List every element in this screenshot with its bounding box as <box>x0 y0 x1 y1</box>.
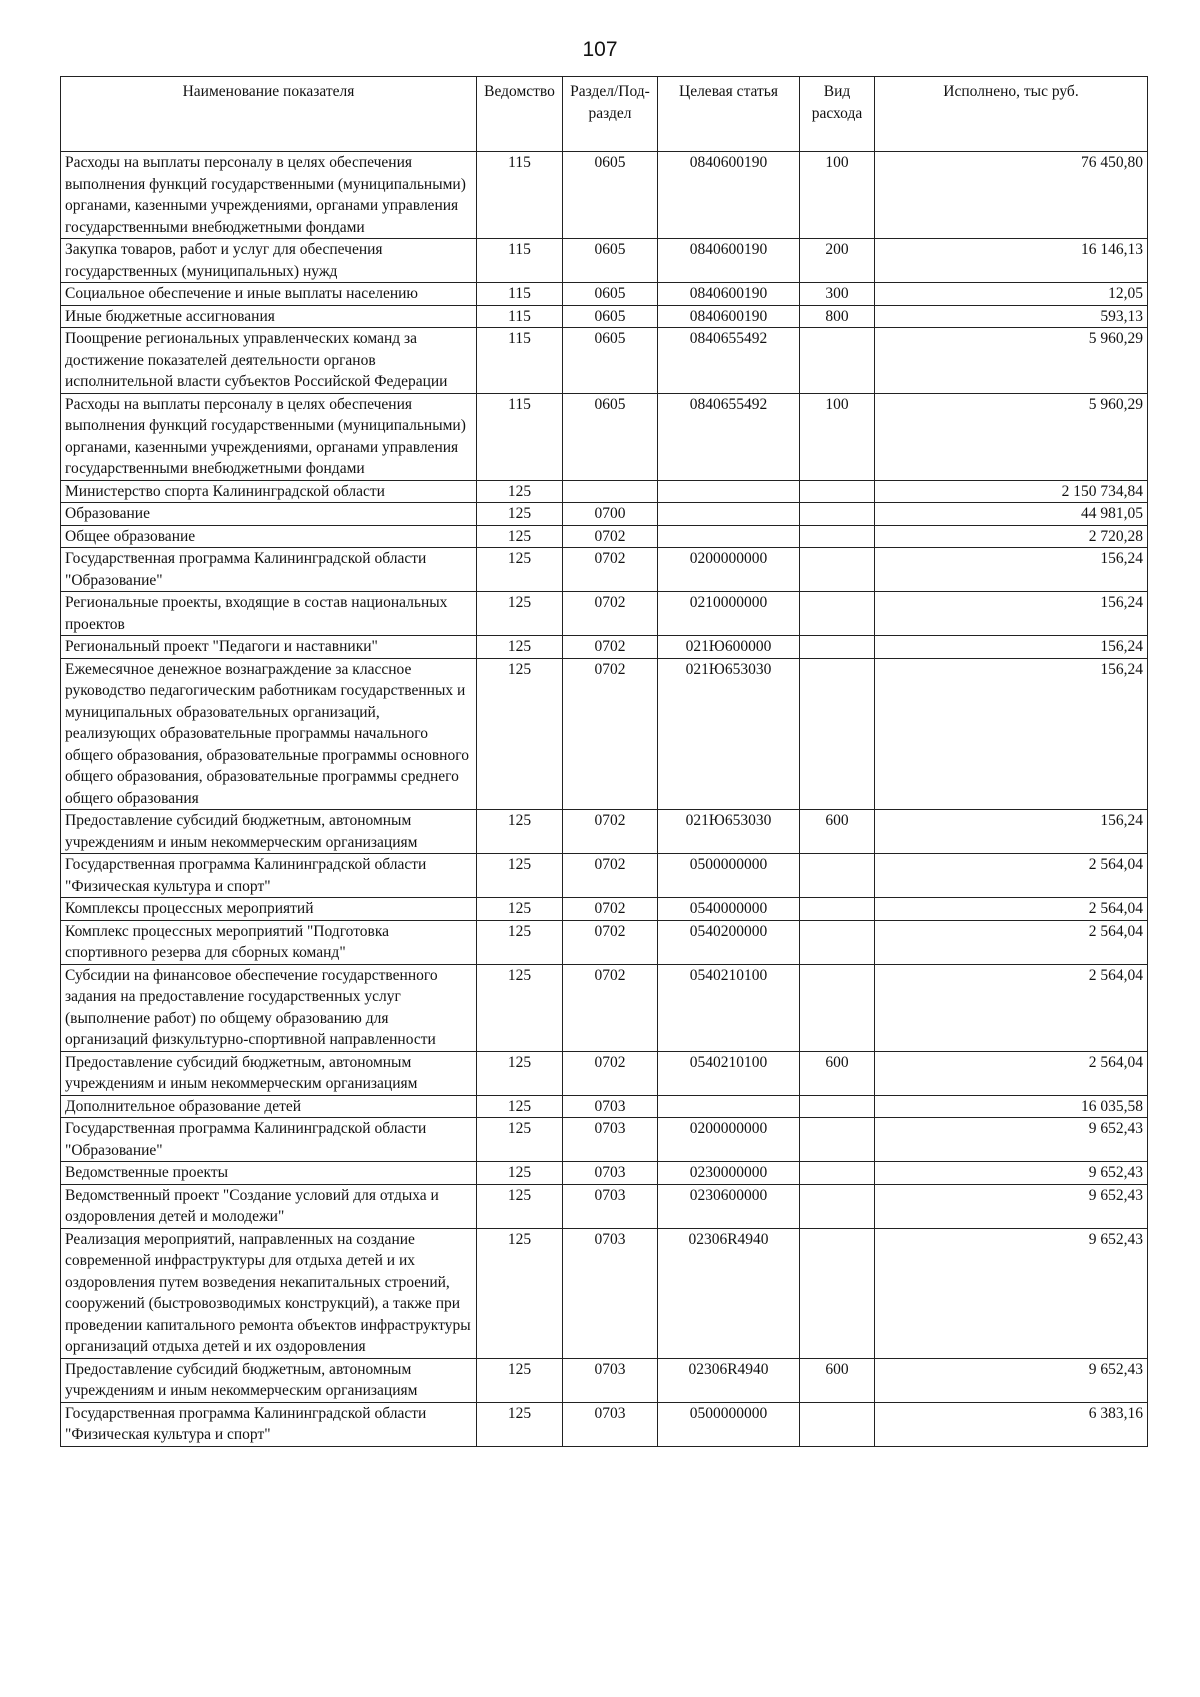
cell-department: 125 <box>477 525 563 548</box>
cell-expense-type: 100 <box>800 152 875 239</box>
cell-expense-type: 600 <box>800 1051 875 1095</box>
cell-name: Закупка товаров, работ и услуг для обеспечения государственных (муниципальных) нужд <box>61 239 477 283</box>
cell-expense-type: 300 <box>800 283 875 306</box>
cell-executed-amount: 44 981,05 <box>875 503 1148 526</box>
table-row <box>61 1228 1148 1358</box>
cell-department: 125 <box>477 1402 563 1446</box>
cell-executed-amount: 156,24 <box>875 548 1148 592</box>
cell-section: 0605 <box>563 283 658 306</box>
table-row <box>61 480 1148 503</box>
cell-target-article: 0500000000 <box>658 854 800 898</box>
cell-department: 115 <box>477 283 563 306</box>
cell-section: 0702 <box>563 548 658 592</box>
cell-target-article: 0540210100 <box>658 1051 800 1095</box>
cell-name: Государственная программа Калининградской области "Образование" <box>61 1118 477 1162</box>
table-row <box>61 1051 1148 1095</box>
cell-section: 0605 <box>563 328 658 394</box>
cell-department: 125 <box>477 503 563 526</box>
cell-executed-amount: 5 960,29 <box>875 328 1148 394</box>
header-executed-amount: Исполнено, тыс руб. <box>875 77 1148 152</box>
cell-department: 125 <box>477 636 563 659</box>
cell-name: Расходы на выплаты персоналу в целях обеспечения выполнения функций государственными (муниципальными) органами, казенными учреждениями, органами управления государственными внебюджетными фондами <box>61 393 477 480</box>
cell-section: 0702 <box>563 920 658 964</box>
cell-name: Ведомственные проекты <box>61 1162 477 1185</box>
cell-expense-type: 600 <box>800 810 875 854</box>
cell-target-article: 0540000000 <box>658 898 800 921</box>
cell-executed-amount: 2 564,04 <box>875 964 1148 1051</box>
cell-target-article: 0840655492 <box>658 328 800 394</box>
cell-department: 125 <box>477 480 563 503</box>
cell-target-article: 02306R4940 <box>658 1358 800 1402</box>
cell-name: Региональные проекты, входящие в состав национальных проектов <box>61 592 477 636</box>
cell-expense-type: 100 <box>800 393 875 480</box>
cell-name: Поощрение региональных управленческих команд за достижение показателей деятельности органов исполнительной власти субъектов Российской Федерации <box>61 328 477 394</box>
cell-department: 125 <box>477 1095 563 1118</box>
table-row <box>61 964 1148 1051</box>
cell-executed-amount: 16 035,58 <box>875 1095 1148 1118</box>
cell-target-article: 0500000000 <box>658 1402 800 1446</box>
cell-name: Министерство спорта Калининградской области <box>61 480 477 503</box>
cell-executed-amount: 156,24 <box>875 592 1148 636</box>
cell-expense-type: 800 <box>800 305 875 328</box>
cell-department: 115 <box>477 152 563 239</box>
table-row <box>61 658 1148 810</box>
cell-name: Расходы на выплаты персоналу в целях обеспечения выполнения функций государственными (муниципальными) органами, казенными учреждениями, органами управления государственными внебюджетными фондами <box>61 152 477 239</box>
cell-expense-type <box>800 1095 875 1118</box>
table-header-row <box>61 77 1148 152</box>
cell-expense-type <box>800 503 875 526</box>
cell-executed-amount: 9 652,43 <box>875 1184 1148 1228</box>
cell-department: 125 <box>477 1162 563 1185</box>
cell-section: 0703 <box>563 1402 658 1446</box>
cell-department: 125 <box>477 810 563 854</box>
header-section: Раздел/Под-раздел <box>563 77 658 152</box>
cell-name: Государственная программа Калининградской области "Образование" <box>61 548 477 592</box>
cell-section: 0703 <box>563 1358 658 1402</box>
cell-executed-amount: 5 960,29 <box>875 393 1148 480</box>
cell-expense-type <box>800 592 875 636</box>
table-row <box>61 1184 1148 1228</box>
cell-section: 0703 <box>563 1095 658 1118</box>
cell-expense-type <box>800 1118 875 1162</box>
cell-target-article <box>658 525 800 548</box>
cell-department: 125 <box>477 964 563 1051</box>
cell-department: 125 <box>477 658 563 810</box>
cell-target-article: 0200000000 <box>658 548 800 592</box>
cell-expense-type <box>800 920 875 964</box>
cell-section: 0702 <box>563 898 658 921</box>
table-row <box>61 920 1148 964</box>
cell-name: Социальное обеспечение и иные выплаты населению <box>61 283 477 306</box>
cell-department: 125 <box>477 592 563 636</box>
cell-executed-amount: 9 652,43 <box>875 1228 1148 1358</box>
cell-section: 0702 <box>563 658 658 810</box>
cell-target-article: 0230000000 <box>658 1162 800 1185</box>
page-number: 107 <box>582 38 618 61</box>
cell-section: 0605 <box>563 239 658 283</box>
cell-department: 125 <box>477 1358 563 1402</box>
cell-department: 125 <box>477 920 563 964</box>
cell-section <box>563 480 658 503</box>
cell-executed-amount: 76 450,80 <box>875 152 1148 239</box>
cell-name: Региональный проект "Педагоги и наставники" <box>61 636 477 659</box>
cell-target-article: 0840600190 <box>658 305 800 328</box>
cell-expense-type <box>800 964 875 1051</box>
cell-target-article: 0840655492 <box>658 393 800 480</box>
table-row <box>61 305 1148 328</box>
cell-section: 0703 <box>563 1228 658 1358</box>
cell-name: Ежемесячное денежное вознаграждение за классное руководство педагогическим работникам государственных и муниципальных образовательных организаций, реализующих образовательные программы начального общего образования, образовательные программы основного общего образования, образовательные программы среднего общего образования <box>61 658 477 810</box>
cell-section: 0702 <box>563 810 658 854</box>
cell-target-article: 021Ю600000 <box>658 636 800 659</box>
cell-section: 0700 <box>563 503 658 526</box>
cell-executed-amount: 156,24 <box>875 636 1148 659</box>
cell-expense-type <box>800 525 875 548</box>
cell-name: Государственная программа Калининградской области "Физическая культура и спорт" <box>61 1402 477 1446</box>
cell-expense-type: 200 <box>800 239 875 283</box>
table-row <box>61 636 1148 659</box>
cell-target-article <box>658 1095 800 1118</box>
cell-executed-amount: 2 564,04 <box>875 898 1148 921</box>
header-target-article: Целевая статья <box>658 77 800 152</box>
table-row <box>61 328 1148 394</box>
table-row <box>61 1358 1148 1402</box>
table-row <box>61 1118 1148 1162</box>
cell-section: 0702 <box>563 964 658 1051</box>
header-department: Ведомство <box>477 77 563 152</box>
cell-target-article <box>658 480 800 503</box>
cell-name: Предоставление субсидий бюджетным, автономным учреждениям и иным некоммерческим организациям <box>61 810 477 854</box>
cell-section: 0702 <box>563 854 658 898</box>
table-row <box>61 503 1148 526</box>
cell-executed-amount: 2 564,04 <box>875 920 1148 964</box>
table-row <box>61 854 1148 898</box>
cell-department: 125 <box>477 1118 563 1162</box>
cell-department: 125 <box>477 548 563 592</box>
cell-name: Образование <box>61 503 477 526</box>
table-body <box>61 152 1148 1447</box>
cell-executed-amount: 6 383,16 <box>875 1402 1148 1446</box>
table-row <box>61 898 1148 921</box>
cell-target-article: 0540210100 <box>658 964 800 1051</box>
cell-expense-type <box>800 328 875 394</box>
cell-expense-type <box>800 1184 875 1228</box>
cell-executed-amount: 16 146,13 <box>875 239 1148 283</box>
cell-name: Комплексы процессных мероприятий <box>61 898 477 921</box>
cell-name: Дополнительное образование детей <box>61 1095 477 1118</box>
table-row <box>61 548 1148 592</box>
table-row <box>61 1095 1148 1118</box>
cell-executed-amount: 2 150 734,84 <box>875 480 1148 503</box>
cell-department: 125 <box>477 854 563 898</box>
cell-executed-amount: 593,13 <box>875 305 1148 328</box>
cell-expense-type <box>800 898 875 921</box>
cell-department: 125 <box>477 1184 563 1228</box>
cell-section: 0702 <box>563 525 658 548</box>
table-row <box>61 152 1148 239</box>
cell-expense-type <box>800 1162 875 1185</box>
cell-section: 0703 <box>563 1162 658 1185</box>
cell-name: Иные бюджетные ассигнования <box>61 305 477 328</box>
cell-name: Предоставление субсидий бюджетным, автономным учреждениям и иным некоммерческим организациям <box>61 1358 477 1402</box>
cell-name: Ведомственный проект "Создание условий для отдыха и оздоровления детей и молодежи" <box>61 1184 477 1228</box>
cell-target-article: 021Ю653030 <box>658 810 800 854</box>
cell-target-article: 0840600190 <box>658 283 800 306</box>
table-row <box>61 1402 1148 1446</box>
cell-expense-type <box>800 636 875 659</box>
cell-name: Общее образование <box>61 525 477 548</box>
cell-section: 0702 <box>563 1051 658 1095</box>
table-row <box>61 810 1148 854</box>
cell-section: 0703 <box>563 1184 658 1228</box>
cell-expense-type <box>800 658 875 810</box>
expenditure-table <box>60 76 1148 1447</box>
cell-department: 115 <box>477 393 563 480</box>
cell-target-article: 0840600190 <box>658 239 800 283</box>
table-row <box>61 393 1148 480</box>
cell-executed-amount: 9 652,43 <box>875 1358 1148 1402</box>
cell-name: Комплекс процессных мероприятий "Подготовка спортивного резерва для сборных команд" <box>61 920 477 964</box>
table-row <box>61 525 1148 548</box>
cell-executed-amount: 156,24 <box>875 810 1148 854</box>
cell-name: Субсидии на финансовое обеспечение государственного задания на предоставление государственных услуг (выполнение работ) по общему образованию для организаций физкультурно-спортивной направленности <box>61 964 477 1051</box>
cell-department: 115 <box>477 328 563 394</box>
cell-target-article: 0210000000 <box>658 592 800 636</box>
table-row <box>61 592 1148 636</box>
cell-department: 115 <box>477 305 563 328</box>
cell-section: 0605 <box>563 305 658 328</box>
cell-target-article: 0230600000 <box>658 1184 800 1228</box>
cell-department: 115 <box>477 239 563 283</box>
cell-name: Предоставление субсидий бюджетным, автономным учреждениям и иным некоммерческим организациям <box>61 1051 477 1095</box>
cell-name: Реализация мероприятий, направленных на создание современной инфраструктуры для отдыха детей и их оздоровления путем возведения некапитальных строений, сооружений (быстровозводимых конструкций), а также при проведении капитального ремонта объектов инфраструктуры организаций отдыха детей и их оздоровления <box>61 1228 477 1358</box>
cell-section: 0703 <box>563 1118 658 1162</box>
cell-executed-amount: 156,24 <box>875 658 1148 810</box>
cell-expense-type <box>800 548 875 592</box>
cell-section: 0702 <box>563 636 658 659</box>
cell-executed-amount: 2 564,04 <box>875 1051 1148 1095</box>
cell-target-article: 021Ю653030 <box>658 658 800 810</box>
table-row <box>61 239 1148 283</box>
cell-expense-type: 600 <box>800 1358 875 1402</box>
cell-department: 125 <box>477 1228 563 1358</box>
cell-executed-amount: 2 564,04 <box>875 854 1148 898</box>
cell-target-article <box>658 503 800 526</box>
cell-executed-amount: 12,05 <box>875 283 1148 306</box>
cell-expense-type <box>800 854 875 898</box>
cell-expense-type <box>800 1402 875 1446</box>
cell-target-article: 0540200000 <box>658 920 800 964</box>
cell-section: 0605 <box>563 393 658 480</box>
cell-executed-amount: 9 652,43 <box>875 1162 1148 1185</box>
table-row <box>61 283 1148 306</box>
cell-executed-amount: 9 652,43 <box>875 1118 1148 1162</box>
cell-department: 125 <box>477 898 563 921</box>
cell-executed-amount: 2 720,28 <box>875 525 1148 548</box>
cell-expense-type <box>800 480 875 503</box>
cell-section: 0702 <box>563 592 658 636</box>
header-name: Наименование показателя <box>61 77 477 152</box>
cell-target-article: 0840600190 <box>658 152 800 239</box>
header-expense-type: Вид расхода <box>800 77 875 152</box>
cell-expense-type <box>800 1228 875 1358</box>
table-row <box>61 1162 1148 1185</box>
cell-department: 125 <box>477 1051 563 1095</box>
cell-name: Государственная программа Калининградской области "Физическая культура и спорт" <box>61 854 477 898</box>
cell-target-article: 0200000000 <box>658 1118 800 1162</box>
cell-section: 0605 <box>563 152 658 239</box>
cell-target-article: 02306R4940 <box>658 1228 800 1358</box>
